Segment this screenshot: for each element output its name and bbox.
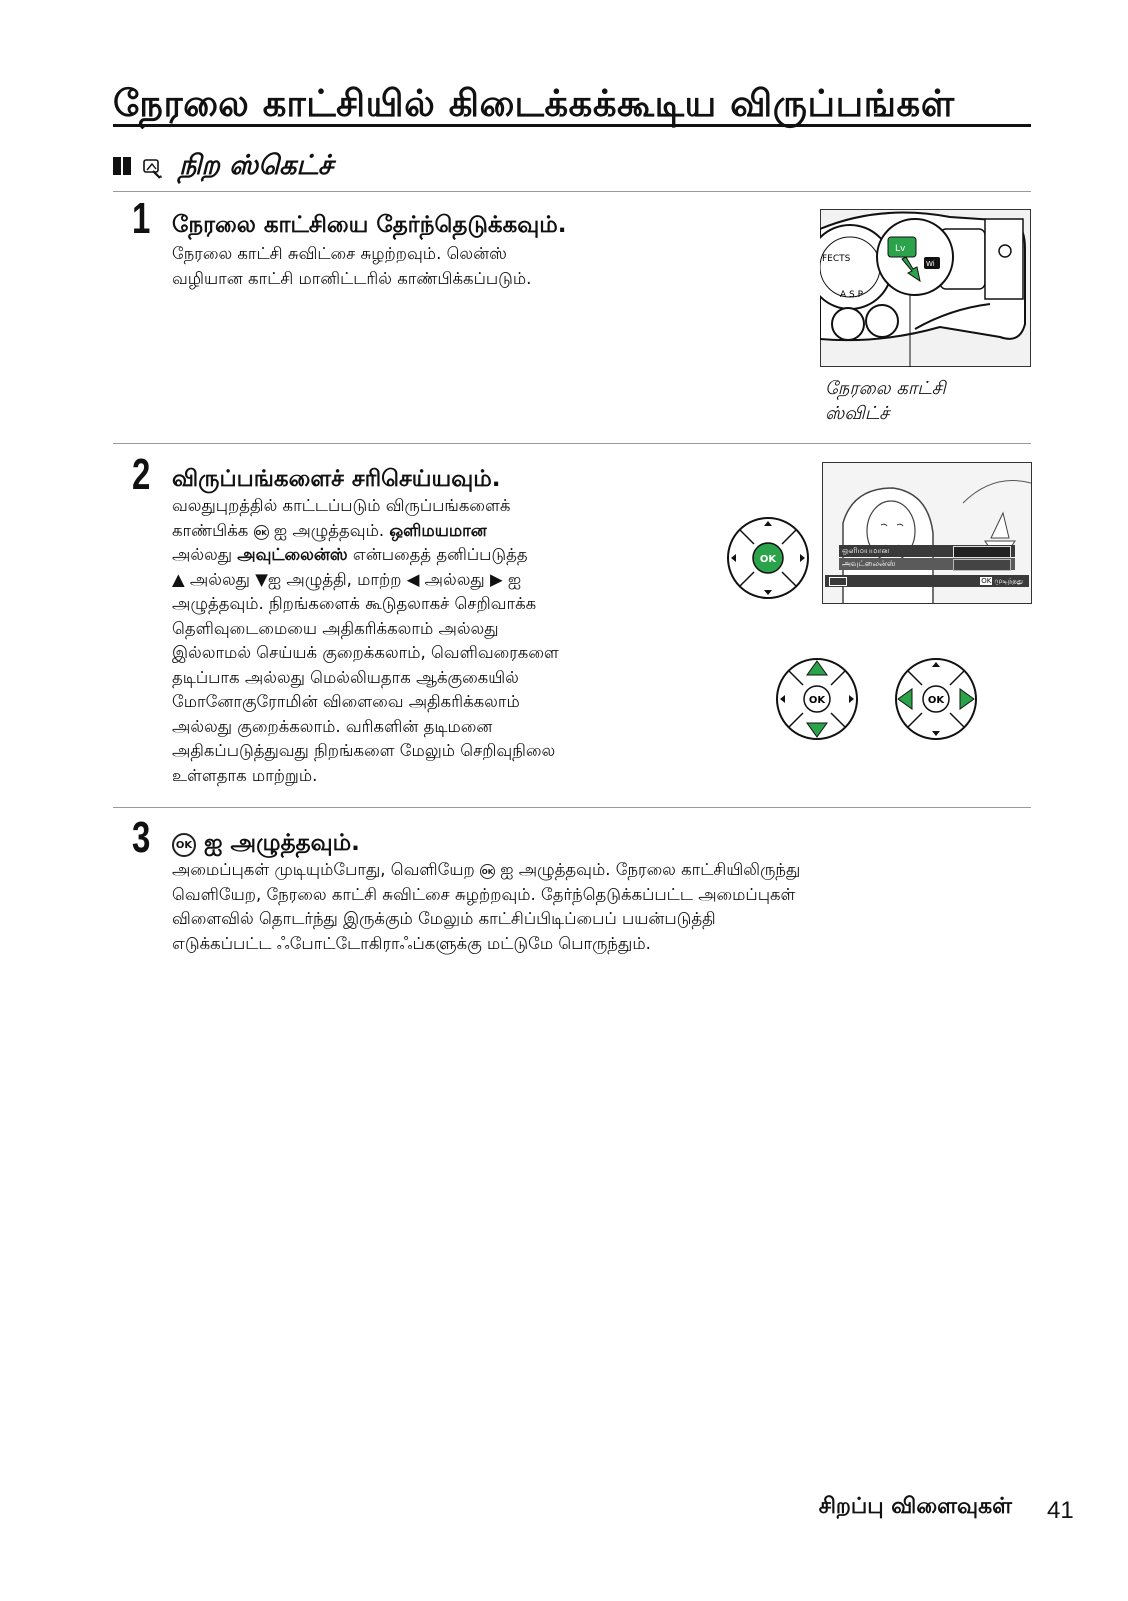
step-body xyxy=(172,858,800,956)
text-run: அல்லது xyxy=(172,545,233,564)
body-line xyxy=(172,519,559,544)
multi-selector-ok-icon xyxy=(726,516,810,600)
text-run: அமைப்புகள் முடியும்போது, வெளியேற xyxy=(172,860,475,879)
step-body xyxy=(172,494,559,788)
text-run: என்பதைத் தனிப்படுத்த xyxy=(352,545,528,564)
status-bar xyxy=(825,575,1029,587)
done-label: முடிந்தது xyxy=(994,577,1023,585)
multi-selector-up-down-icon xyxy=(775,657,859,741)
divider xyxy=(113,807,1031,808)
step-body xyxy=(172,242,531,291)
heading-text: ஐ அழுத்தவும். xyxy=(204,830,360,856)
body-line: வலதுபுறத்தில் காட்டப்படும் விருப்பங்களைக் xyxy=(172,496,511,515)
body-line: இல்லாமல் செய்யக் குறைக்கலாம், வெளிவரைகளை xyxy=(172,643,559,662)
step-heading: விருப்பங்களைச் சரிசெய்யவும். xyxy=(172,466,501,492)
section-marker-icon xyxy=(113,157,133,179)
ok-label: OK xyxy=(808,695,826,706)
title-rule xyxy=(113,124,1031,127)
section-heading xyxy=(113,150,333,185)
dial-mode-text: FECTS xyxy=(822,254,851,264)
figure-caption xyxy=(825,376,946,426)
body-line xyxy=(172,543,559,568)
caption-line: ஸ்விட்ச் xyxy=(825,403,890,424)
camera-live-view-switch-illustration xyxy=(820,209,1031,367)
dial-letters: A S P xyxy=(840,290,864,300)
text-run: காண்பிக்க xyxy=(172,520,249,540)
step-heading xyxy=(172,830,360,859)
body-line: தெளிவுடைமையை அதிகரிக்கலாம் அல்லது xyxy=(172,618,499,638)
body-line: அல்லது குறைக்கலாம். வரிகளின் தடிமனை xyxy=(172,716,493,736)
divider xyxy=(113,443,1031,444)
ok-button-icon: OK xyxy=(254,525,269,540)
body-line: அழுத்தவும். நிறங்களைக் கூடுதலாகச் செறிவாக்க xyxy=(172,594,537,613)
body-line: வழியான காட்சி மானிட்டரில் காண்பிக்கப்படும். xyxy=(172,268,532,288)
body-line: உள்ளதாக மாற்றும். xyxy=(172,765,318,785)
ok-button-icon: OK xyxy=(172,833,196,857)
section-title: நிற ஸ்கெட்ச் xyxy=(179,150,333,181)
page-number: 41 xyxy=(1047,1497,1074,1524)
battery-icon xyxy=(829,577,847,586)
ok-label: OK xyxy=(981,577,992,585)
ok-label: OK xyxy=(927,695,945,706)
lv-label: Lv xyxy=(895,244,906,254)
body-line: எடுக்கப்பட்ட ஃபோட்டோகிராஃப்களுக்கு மட்டுமே பொருந்தும். xyxy=(172,933,651,953)
option-slider xyxy=(953,546,1011,558)
color-sketch-icon xyxy=(141,157,163,179)
text-run: ஐ அழுத்தவும். xyxy=(273,520,385,540)
divider xyxy=(113,191,1031,192)
page-title: நேரலை காட்சியில் கிடைக்கக்கூடிய விருப்பங்கள் xyxy=(113,82,955,125)
body-line: வெளியேற, நேரலை காட்சி சுவிட்சை சுழற்றவும். தேர்ந்தெடுக்கப்பட்ட அமைப்புகள் xyxy=(172,884,796,904)
menu-option-outlines xyxy=(839,558,1015,570)
monitor-screen xyxy=(822,462,1032,604)
footer-chapter-label: சிறப்பு விளைவுகள் xyxy=(818,1494,1012,1519)
step-heading: நேரலை காட்சியை தேர்ந்தெடுக்கவும். xyxy=(172,212,567,238)
wifi-label: Wi xyxy=(926,260,935,268)
body-line: தடிப்பாக அல்லது மெல்லியதாக ஆக்குகையில் xyxy=(172,667,519,687)
body-line: நேரலை காட்சி சுவிட்சை சுழற்றவும். லென்ஸ் xyxy=(172,244,507,263)
body-line: அதிகப்படுத்துவது நிறங்களை மேலும் செறிவுநிலை xyxy=(172,741,556,760)
multi-selector-left-right-icon xyxy=(894,657,978,741)
option-slider xyxy=(953,559,1011,571)
caption-line: நேரலை காட்சி xyxy=(825,378,946,399)
body-line: மோனோகுரோமின் விளைவை அதிகரிக்கலாம் xyxy=(172,692,520,711)
step-number: 3 xyxy=(132,813,151,862)
ok-done-hint xyxy=(980,576,1023,586)
ok-button-icon: OK xyxy=(480,864,495,879)
step-number: 2 xyxy=(132,450,151,499)
body-line xyxy=(172,858,800,883)
step-number: 1 xyxy=(132,194,151,243)
body-line: விளைவில் தொடர்ந்து இருக்கும் மேலும் காட்சிப்பிடிப்பைப் பயன்படுத்தி xyxy=(172,909,716,928)
text-run: ஐ அழுத்தவும். நேரலை காட்சியிலிருந்து xyxy=(500,860,801,879)
option-label: அவுட்லைன்ஸ் xyxy=(842,559,896,568)
option-name: அவுட்லைன்ஸ் xyxy=(237,545,348,564)
menu-option-brightness xyxy=(839,545,1015,557)
option-name: ஒளிமயமான xyxy=(389,520,487,540)
option-label: ஒளிமயமான xyxy=(842,546,890,555)
body-line: ▲ அல்லது ▼ஐ அழுத்தி, மாற்ற ◀ அல்லது ▶ ஐ xyxy=(172,569,522,589)
ok-label: OK xyxy=(759,554,777,565)
